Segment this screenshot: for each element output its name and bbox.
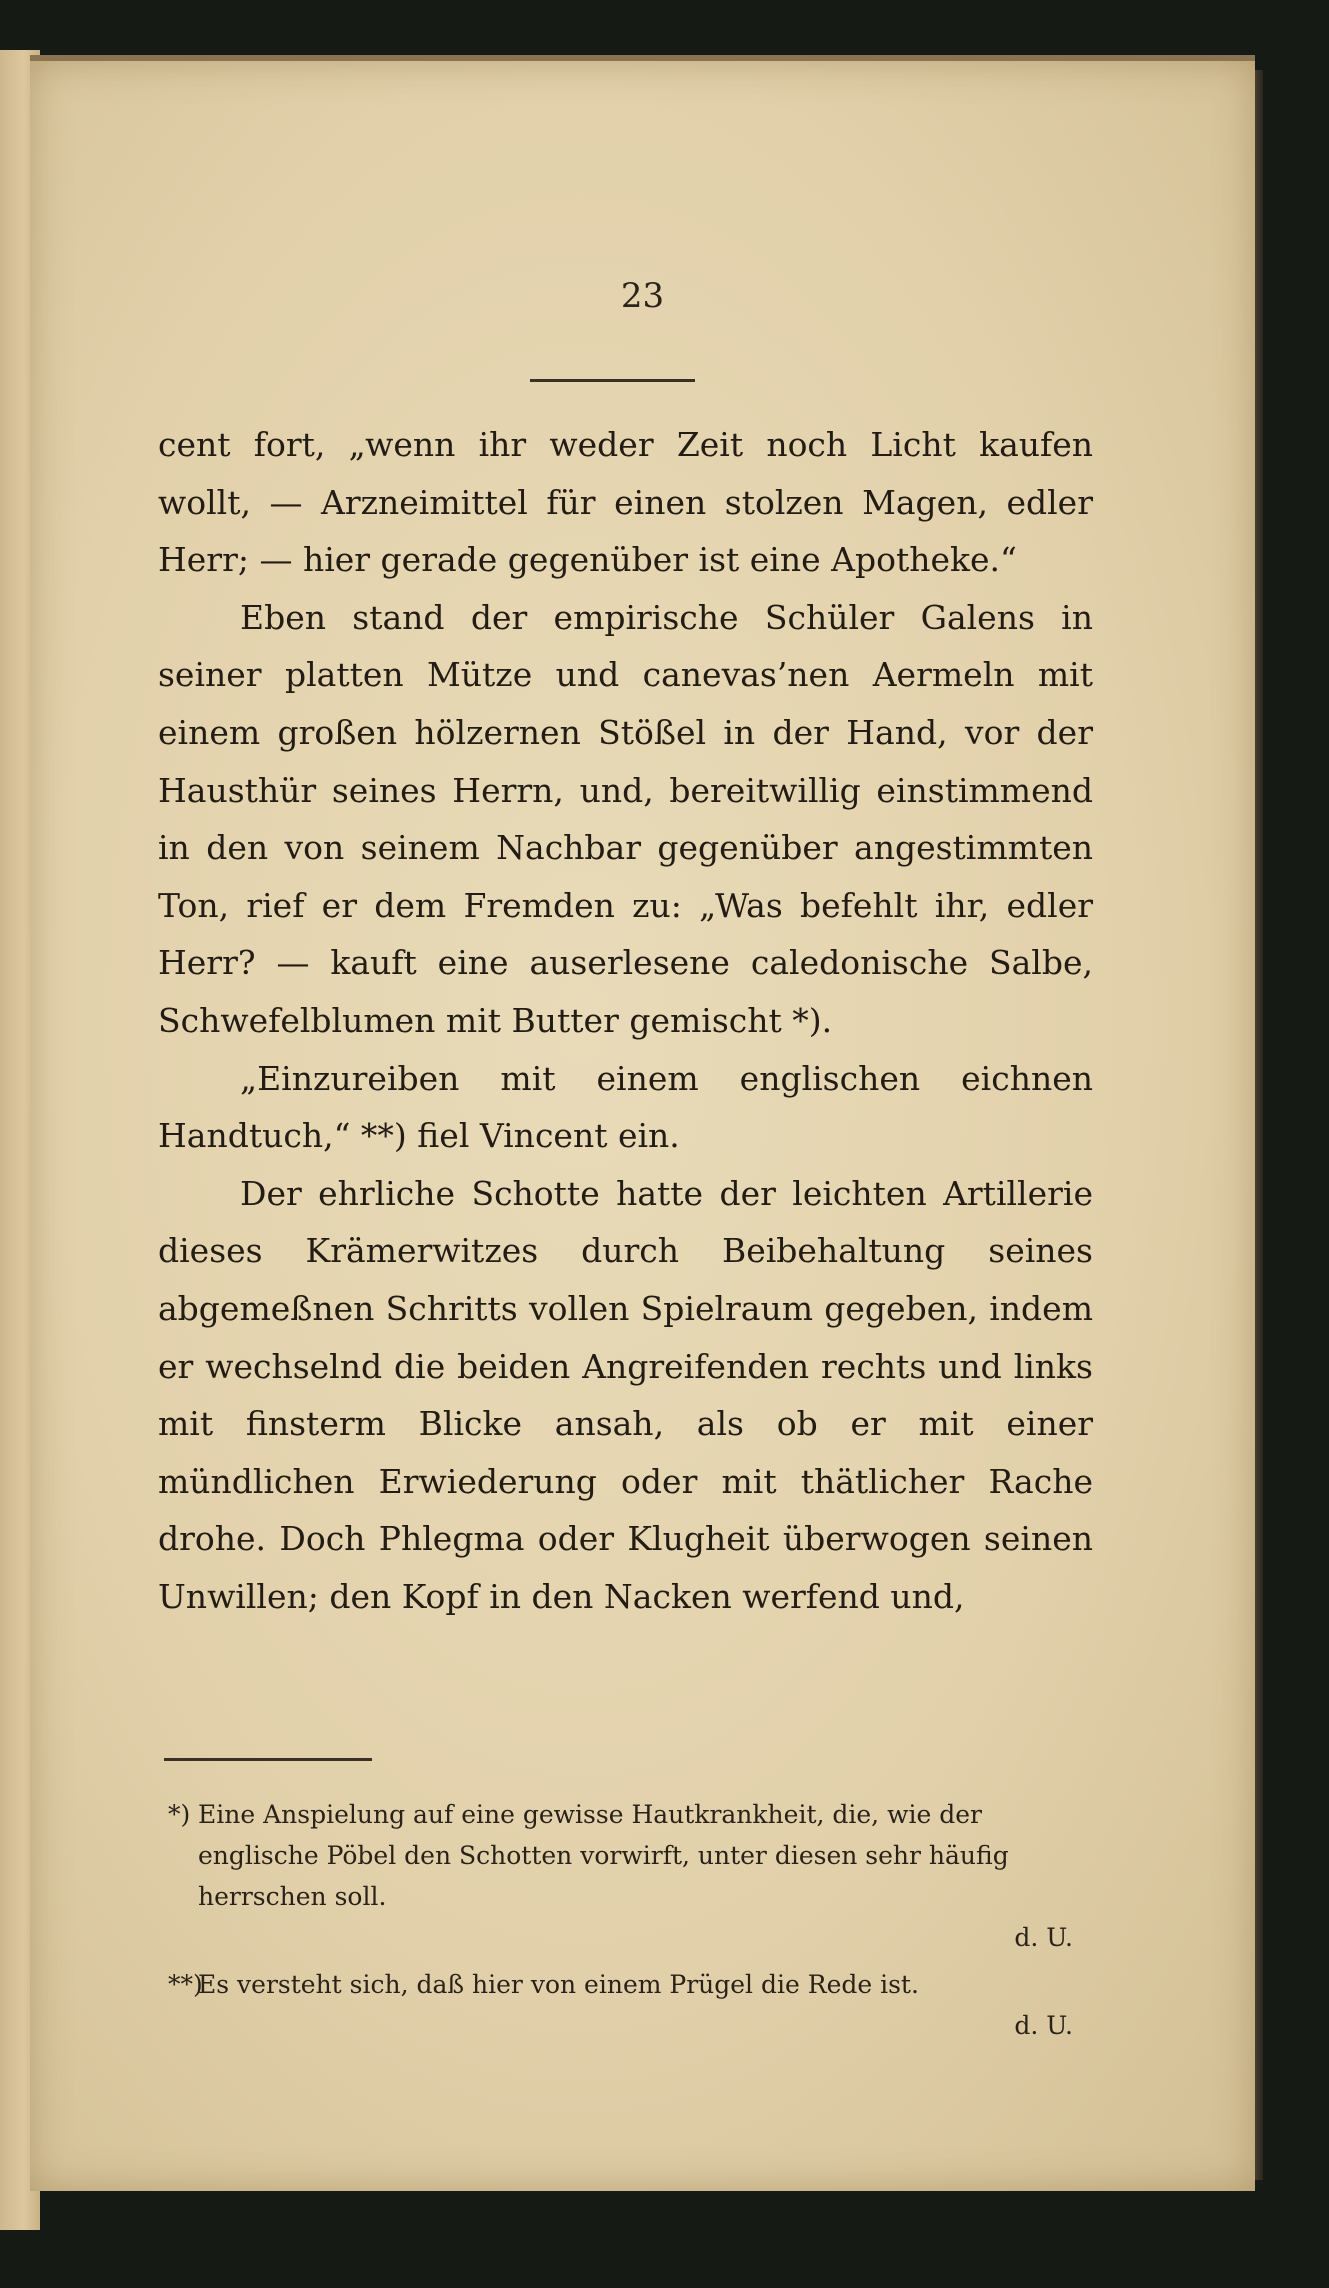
page-number: 23	[620, 276, 665, 316]
book-page	[30, 55, 1255, 2191]
footnote	[168, 1794, 1093, 1958]
footnote-separator	[164, 1758, 372, 1761]
footnote-signature: d. U.	[1014, 2011, 1073, 2040]
footnote-text: Eine Anspielung auf eine gewisse Hautkrankheit, die, wie der englische Pöbel den Schotten vorwirft, unter diesen sehr häufig herrschen soll.	[198, 1800, 1009, 1911]
footnote	[168, 1964, 1093, 2046]
footnote-text: Es versteht sich, daß hier von einem Prügel die Rede ist.	[198, 1970, 919, 1999]
paragraph: cent fort, „wenn ihr weder Zeit noch Licht kaufen wollt, — Arzneimittel für einen stolzen Magen, edler Herr; — hier gerade gegenüber ist eine Apotheke.“	[158, 425, 1093, 580]
paragraph: „Einzureiben mit einem englischen eichnen Handtuch,“ **) fiel Vincent ein.	[158, 1058, 1093, 1156]
footnote-signature: d. U.	[1014, 1923, 1073, 1952]
footnotes	[168, 1794, 1093, 2052]
page-number-rule	[530, 379, 695, 382]
paragraph: Eben stand der empirische Schüler Galens in seiner platten Mütze und canevas’nen Aermeln mit einem großen hölzernen Stößel in der Hand, vor der Hausthür seines Herrn, und, bereitwillig einstimmend in den von seinem Nachbar gegenüber angestimmten Ton, rief er dem Fremden zu: „Was befehlt ihr, edler Herr? — kauft eine auserlesene caledonische Salbe, Schwefelblumen mit Butter gemischt *).	[158, 597, 1093, 1040]
footnote-mark: *)	[168, 1800, 191, 1829]
footnote-mark: **)	[168, 1970, 203, 1999]
body-text	[158, 416, 1093, 1625]
paragraph: Der ehrliche Schotte hatte der leichten Artillerie dieses Krämerwitzes durch Beibehaltung seines abgemeßnen Schritts vollen Spielraum gegeben, indem er wechselnd die beiden Angreifenden rechts und links mit finsterm Blicke ansah, als ob er mit einer mündlichen Erwiederung oder mit thätlicher Rache drohe. Doch Phlegma oder Klugheit überwogen seinen Unwillen; den Kopf in den Nacken werfend und,	[158, 1173, 1093, 1616]
